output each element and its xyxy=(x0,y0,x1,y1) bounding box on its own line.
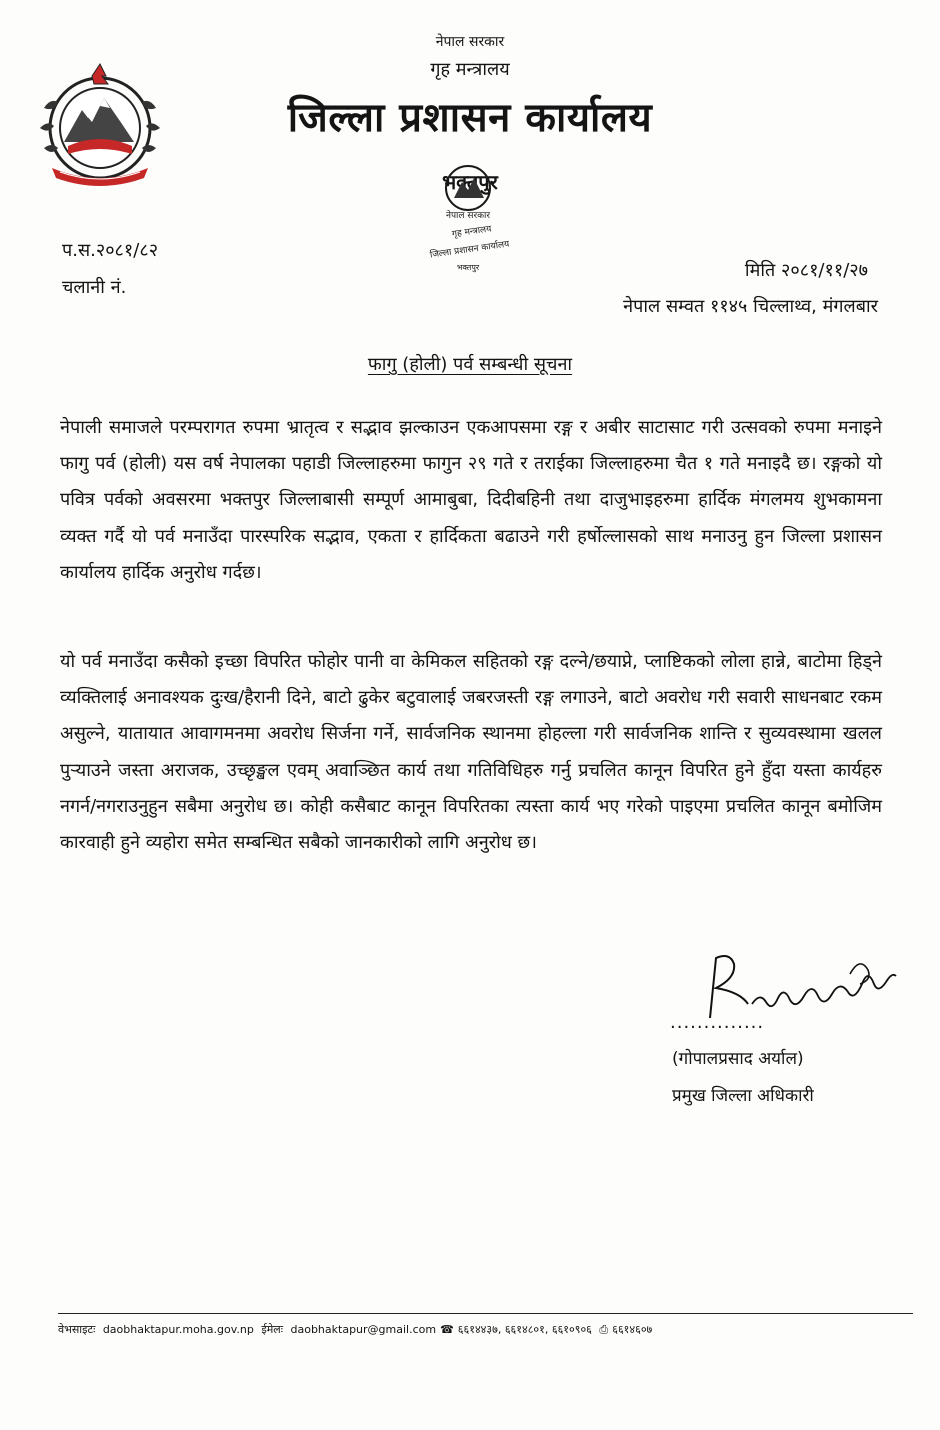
office-title: जिल्ला प्रशासन कार्यालय xyxy=(287,95,653,141)
seal-line-4: भक्तपुर xyxy=(456,263,480,272)
seal-line-3: जिल्ला प्रशासन कार्यालय xyxy=(429,239,511,261)
body-paragraph-1: नेपाली समाजले परम्परागत रुपमा भ्रातृत्व र सद्भाव झल्काउन एकआपसमा रङ्ग र अबीर साटासाट गरी उत्सवको रुपमा मनाइने फागु पर्व (होली) यस वर्ष नेपालका पहाडी जिल्लाहरुमा फागुन २९ गते र तराईका जिल्लाहरुमा चैत १ गते मनाइदै छ। रङ्गको यो पवित्र पर्वको अवसरमा भक्तपुर जिल्लाबासी सम्पूर्ण आमाबुबा, दिदीबहिनी तथा दाजुभाइहरुमा हार्दिक मंगलमय शुभकामना व्यक्त गर्दै यो पर्व मनाउँदा पारस्परिक सद्भाव, एकता र हार्दिकता बढाउने गरी हर्षोल्लासको साथ मनाउनु हुन जिल्ला प्रशासन कार्यालय हार्दिक अनुरोध गर्दछ। xyxy=(60,417,882,583)
government-heading: नेपाल सरकार xyxy=(435,34,505,50)
seal-line-2: गृह मन्त्रालय xyxy=(451,224,493,240)
ministry-heading: गृह मन्त्रालय xyxy=(430,59,510,80)
website-link[interactable]: daobhaktapur.moha.gov.np xyxy=(102,1323,254,1336)
signatory-name: (गोपालप्रसाद अर्याल) xyxy=(672,1049,804,1069)
signature-line: .............. xyxy=(670,1012,765,1033)
fax-number: ६६१४६०७ xyxy=(612,1323,653,1336)
email-label: ईमेलः xyxy=(261,1323,283,1336)
body-paragraph-2: यो पर्व मनाउँदा कसैको इच्छा विपरित फोहोर पानी वा केमिकल सहितको रङ्ग दल्ने/छयाप्ने, प्लाष्टिकको लोला हान्ने, बाटोमा हिड्ने व्यक्तिलाई अनावश्यक दुःख/हैरानी दिने, बाटो ढुकेर बटुवालाई जबरजस्ती रङ्ग लगाउने, बाटो अवरोध गरी सवारी साधनबाट रकम असुल्ने, यातायात आवागमनमा अवरोध सिर्जना गर्ने, सार्वजनिक स्थानमा होहल्ला गरी सार्वजनिक शान्ति र सुव्यवस्थामा खलल पुर्‍याउने जस्ता अराजक, उच्छृङ्खल एवम् अवाञ्छित कार्य तथा गतिविधिहरु गर्नु प्रचलित कानून विपरित हुने हुँदा यस्ता कार्यहरु नगर्न/नगराउनुहुन सबैमा अनुरोध छ। कोही कसैबाट कानून विपरितका त्यस्ता कार्य भए गरेको पाइएमा प्रचलित कानून बमोजिम कारवाही हुने व्यहोरा समेत सम्बन्धित सबैको जानकारीको लागि अनुरोध छ। xyxy=(60,651,882,854)
footer-divider xyxy=(58,1313,913,1314)
footer-contact xyxy=(58,1322,656,1337)
notice-subject-text: फागु (होली) पर्व सम्बन्धी सूचना xyxy=(367,354,573,375)
phone-icon: ☎ xyxy=(440,1323,454,1336)
dispatch-number: चलानी नं. xyxy=(62,277,127,298)
notice-subject xyxy=(0,352,940,376)
reference-number: प.स.२०८१/८२ xyxy=(62,240,159,261)
signatory-title: प्रमुख जिल्ला अधिकारी xyxy=(672,1086,814,1106)
nepal-sambat-date: नेपाल सम्वत ११४५ चिल्लाथ्व, मंगलबार xyxy=(623,296,878,317)
fax-icon: ⎙ xyxy=(599,1323,609,1336)
office-seal-stamp xyxy=(408,158,528,288)
issue-date: मिति २०८१/११/२७ xyxy=(744,260,868,281)
email-link[interactable]: daobhaktapur@gmail.com xyxy=(290,1323,437,1336)
seal-line-1: नेपाल सरकार xyxy=(445,211,491,221)
website-label: वेभसाइटः xyxy=(58,1323,96,1336)
district-name: भक्तपुर xyxy=(442,170,498,194)
phone-numbers: ६६१४४३७, ६६१४८०१, ६६१०९०६ xyxy=(457,1323,592,1336)
